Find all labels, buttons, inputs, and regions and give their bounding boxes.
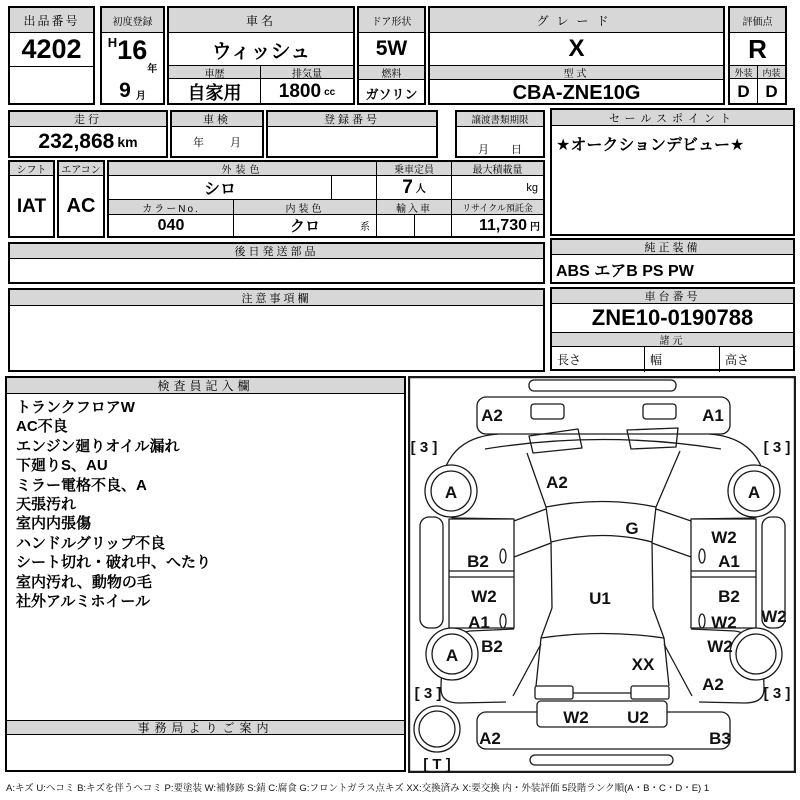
first-registration-box — [100, 6, 165, 105]
damage-mark: B2 — [718, 587, 740, 606]
recycle-fee-unit: 円 — [530, 222, 540, 233]
registration-number-label: 登録番号 — [268, 112, 436, 127]
oem-equipment-box — [550, 238, 795, 284]
exterior-color-value: シロ — [109, 176, 332, 199]
damage-mark: B2 — [467, 552, 489, 571]
damage-mark: A1 — [468, 613, 490, 632]
inspector-notes-box — [5, 376, 406, 772]
inspector-note-line: ミラー電格不良、A — [16, 476, 147, 494]
interior-color-suffix: 系 — [360, 222, 370, 233]
damage-mark: [ T ] — [423, 756, 451, 773]
front-bumper-top-strip — [529, 380, 676, 391]
mileage-unit: km — [117, 134, 138, 150]
office-info-label: 事務局よりご案内 — [7, 720, 404, 735]
inspector-note-line: シート切れ・破れ中、へたり — [16, 554, 212, 572]
inspector-note-line: トランクフロアW — [16, 399, 135, 416]
damage-diagram — [408, 376, 796, 773]
sales-point-box — [550, 108, 795, 236]
damage-mark: [ 3 ] — [414, 685, 442, 702]
color-no-value: 040 — [109, 215, 234, 236]
inspector-note-line: 下廻りS、AU — [16, 457, 108, 475]
max-load-unit: kg — [526, 181, 538, 194]
auction-no-empty-cell — [10, 66, 93, 105]
sales-point-value: ★オークションデビュー★ — [556, 137, 745, 154]
inspector-notes-list — [7, 394, 404, 615]
aircon-box — [57, 160, 105, 238]
auction-no-box — [8, 6, 95, 105]
mileage-value: 232,868 — [38, 130, 115, 153]
exterior-score-value: D — [730, 79, 758, 105]
exterior-color-sub-cell — [332, 176, 377, 199]
displacement-unit: cc — [324, 86, 336, 98]
aircon-value: AC — [66, 195, 96, 217]
spec-height-label: 高さ — [725, 353, 750, 367]
rear-right-wheel-inner — [736, 634, 776, 674]
capacity-label: 乗車定員 — [377, 162, 452, 175]
fuel-value: ガソリン — [365, 86, 418, 102]
transfer-month-unit: 月 — [478, 144, 489, 156]
interior-score-value: D — [765, 82, 778, 101]
exterior-score-label: 外装 — [730, 66, 758, 78]
damage-mark: B2 — [481, 637, 503, 656]
car-name-label: 車名 — [169, 8, 353, 33]
damage-mark: A1 — [718, 552, 740, 571]
capacity-unit: 人 — [415, 184, 426, 195]
oem-equipment-value: ABS エアB PS PW — [556, 263, 694, 280]
damage-mark: A2 — [546, 473, 568, 492]
inspector-note-line: 室内汚れ、動物の毛 — [16, 573, 152, 591]
auction-no-label: 出品番号 — [10, 8, 93, 33]
rear-window-curve — [541, 634, 664, 639]
rear-bumper-bottom-strip — [530, 755, 673, 765]
interior-score-label: 内装 — [758, 66, 785, 78]
left-doors — [449, 519, 514, 628]
history-value: 自家用 — [169, 79, 261, 105]
damage-mark: W2 — [707, 637, 733, 656]
score-value: R — [730, 33, 785, 66]
interior-color-label: 内装色 — [234, 200, 377, 214]
left-tail-light — [535, 686, 573, 699]
displacement-label: 排気量 — [261, 66, 353, 79]
inspector-note-line: 社外アルミホイール — [16, 593, 151, 611]
score-box — [728, 6, 787, 105]
transfer-day-unit: 日 — [511, 144, 522, 156]
grade-box — [428, 6, 725, 105]
damage-mark: U2 — [627, 708, 649, 727]
damage-mark: A — [445, 646, 459, 665]
auction-no-value: 4202 — [21, 34, 82, 64]
shaken-box — [170, 110, 264, 158]
inspector-note-line: 天張汚れ — [16, 496, 77, 514]
year-unit: 年 — [147, 64, 158, 75]
oem-equipment-label: 純正装備 — [552, 240, 793, 255]
import-label: 輸入車 — [377, 200, 452, 214]
left-a-pillar — [514, 509, 551, 557]
model-code-label: 型式 — [430, 66, 723, 80]
era-letter: H — [107, 35, 118, 50]
cowl-line — [485, 440, 721, 450]
recycle-fee-value: 11,730 — [478, 216, 527, 234]
caution-label: 注意事項欄 — [10, 290, 543, 306]
damage-mark: G — [625, 519, 639, 538]
later-parts-value — [10, 259, 543, 283]
displacement-value: 1800 — [278, 81, 322, 102]
specs-label: 諸元 — [552, 333, 793, 347]
inspector-note-line: エンジン廻りオイル漏れ — [16, 437, 180, 455]
spare-tire-inner — [419, 711, 455, 747]
inspector-notes-label: 検査員記入欄 — [7, 378, 404, 394]
mileage-label: 走行 — [10, 112, 166, 127]
grade-value: X — [430, 33, 723, 66]
max-load-label: 最大積載量 — [452, 162, 543, 175]
car-outline-diagram — [408, 376, 796, 773]
right-a-pillar — [652, 509, 691, 557]
later-parts-label: 後日発送部品 — [10, 244, 543, 259]
registration-year: 16 — [117, 35, 148, 65]
door-shape-box — [357, 6, 426, 105]
import-cell-2 — [415, 215, 452, 236]
legend-line: A:キズ U:ヘコミ B:キズを伴うヘコミ P:要塗装 W:補修跡 S:錆 C:腐食 G:フロントガラス点キズ XX:交換済み X:要交換 内・外装評価 5段階ランク順(A・B・C・D・E) 1 — [6, 783, 710, 794]
registration-number-value — [268, 127, 436, 157]
damage-mark: [ 3 ] — [763, 685, 791, 702]
transfer-deadline-box — [455, 110, 545, 158]
inspector-note-line: AC不良 — [16, 418, 68, 436]
capacity-value: 7 — [402, 176, 413, 198]
front-bumper — [477, 397, 730, 434]
damage-mark: W2 — [563, 708, 589, 727]
damage-mark: A2 — [479, 729, 501, 748]
spec-length-label: 長さ — [552, 347, 645, 372]
shift-label: シフト — [10, 162, 53, 176]
damage-mark: A2 — [702, 675, 724, 694]
spec-width-label: 幅 — [645, 347, 720, 372]
caution-value — [10, 306, 543, 371]
damage-mark: A2 — [481, 406, 503, 425]
inspector-note-line: ハンドルグリップ不良 — [16, 534, 166, 552]
damage-mark: XX — [631, 655, 655, 674]
damage-mark: W2 — [471, 587, 497, 606]
registration-month: 9 — [119, 78, 131, 102]
damage-mark: U1 — [589, 589, 611, 608]
chassis-number-box — [550, 287, 795, 371]
chassis-number-label: 車台番号 — [552, 289, 793, 304]
damage-mark: W2 — [711, 613, 737, 632]
shaken-label: 車検 — [172, 112, 262, 127]
color-no-label: カラーNo. — [109, 200, 234, 214]
shift-box — [8, 160, 55, 238]
model-code-value: CBA-ZNE10G — [512, 81, 641, 104]
month-unit: 月 — [135, 91, 146, 102]
transfer-deadline-label: 譲渡書類期限 — [457, 112, 543, 127]
left-sill — [420, 517, 443, 628]
damage-mark: A — [747, 483, 761, 502]
interior-color-value: クロ — [289, 218, 320, 235]
damage-mark: [ 3 ] — [410, 439, 438, 456]
hood-bottom-curve — [546, 502, 656, 508]
sales-point-label: セールスポイント — [552, 110, 793, 126]
inspector-note-line: 室内内張傷 — [16, 515, 92, 533]
right-tail-light — [631, 686, 669, 699]
car-name-box — [167, 6, 355, 105]
color-capacity-box — [107, 160, 545, 238]
damage-mark: W2 — [761, 607, 787, 626]
mileage-box — [8, 110, 168, 158]
later-parts-box — [8, 242, 545, 284]
shaken-year-unit: 年 — [193, 137, 204, 149]
door-shape-label: ドア形状 — [359, 8, 424, 33]
shaken-month-unit: 月 — [230, 137, 241, 149]
damage-mark: A1 — [702, 406, 724, 425]
history-label: 車歴 — [169, 66, 261, 79]
registration-number-box — [266, 110, 438, 158]
exterior-color-label: 外装色 — [109, 162, 377, 175]
car-name-value: ウィッシュ — [169, 33, 353, 66]
damage-mark: W2 — [711, 528, 737, 547]
office-info-value — [7, 735, 404, 770]
aircon-label: エアコン — [59, 162, 103, 176]
import-cell-1 — [377, 215, 415, 236]
grade-label: グレード — [430, 8, 723, 33]
damage-mark: [ 3 ] — [763, 439, 791, 456]
door-shape-value: 5W — [359, 33, 424, 66]
recycle-fee-label: リサイクル預託金 — [452, 200, 543, 214]
fuel-label: 燃料 — [359, 66, 424, 80]
damage-mark: A — [444, 483, 458, 502]
chassis-number-value: ZNE10-0190788 — [552, 304, 793, 333]
damage-mark: B3 — [709, 729, 731, 748]
score-label: 評価点 — [730, 8, 785, 33]
first-registration-label: 初度登録 — [102, 8, 163, 33]
caution-box — [8, 288, 545, 372]
windshield-sides — [546, 507, 656, 542]
shift-value: IAT — [16, 195, 47, 217]
